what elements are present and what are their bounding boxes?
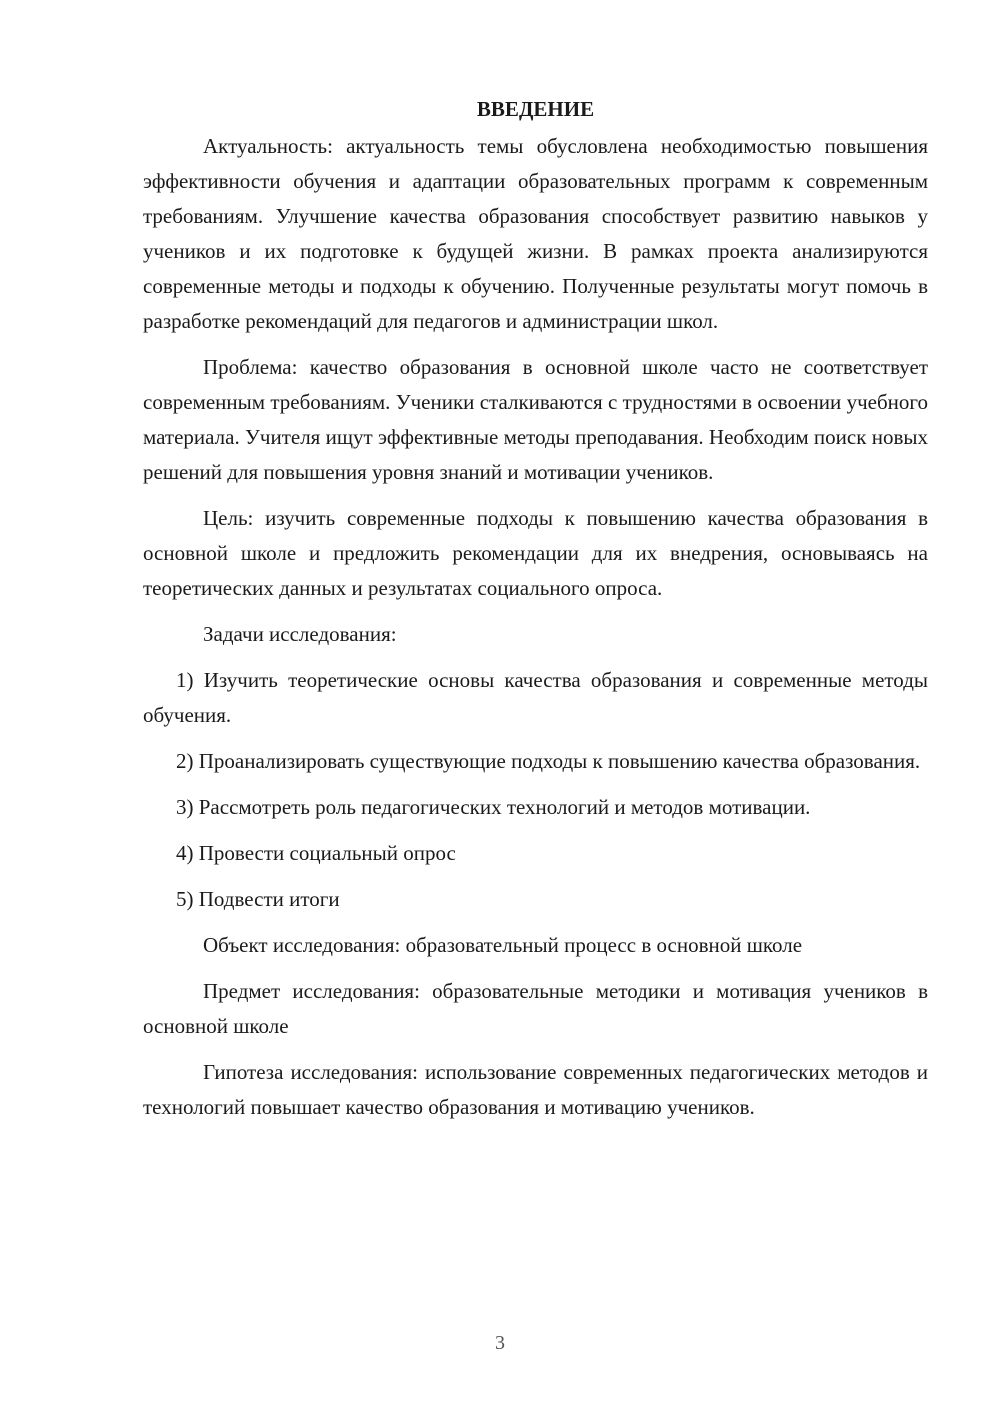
paragraph-relevance: Актуальность: актуальность темы обусловлена необходимостью повышения эффективности обучения и адаптации образовательных программ к современным требованиям. Улучшение качества образования способствует развитию навыков у учеников и их подготовке к будущей жизни. В рамках проекта анализируются современные методы и подходы к обучению. Полученные результаты могут помочь в разработке рекомендаций для педагогов и администрации школ.	[143, 134, 928, 333]
task-item-2: 2) Проанализировать существующие подходы к повышению качества образования.	[176, 749, 921, 773]
paragraph-goal: Цель: изучить современные подходы к повышению качества образования в основной школе и предложить рекомендации для их внедрения, основываясь на теоретических данных и результатах социального опроса.	[143, 506, 928, 600]
document-page	[143, 92, 928, 1136]
tasks-heading: Задачи исследования:	[203, 622, 397, 646]
paragraph-subject: Предмет исследования: образовательные методики и мотивация учеников в основной школе	[143, 979, 928, 1038]
paragraph-hypothesis: Гипотеза исследования: использование современных педагогических методов и технологий повышает качество образования и мотивацию учеников.	[143, 1060, 928, 1119]
task-item-5: 5) Подвести итоги	[176, 887, 340, 911]
paragraph-problem: Проблема: качество образования в основной школе часто не соответствует современным требованиям. Ученики сталкиваются с трудностями в освоении учебного материала. Учителя ищут эффективные методы преподавания. Необходим поиск новых решений для повышения уровня знаний и мотивации учеников.	[143, 355, 928, 484]
section-title: ВВЕДЕНИЕ	[476, 97, 595, 121]
page-number: 3	[495, 1332, 505, 1354]
task-item-4: 4) Провести социальный опрос	[176, 841, 456, 865]
paragraph-object: Объект исследования: образовательный процесс в основной школе	[203, 933, 803, 957]
task-item-3: 3) Рассмотреть роль педагогических технологий и методов мотивации.	[176, 795, 811, 819]
task-item-1: 1) Изучить теоретические основы качества образования и современные методы обучения.	[143, 668, 928, 727]
